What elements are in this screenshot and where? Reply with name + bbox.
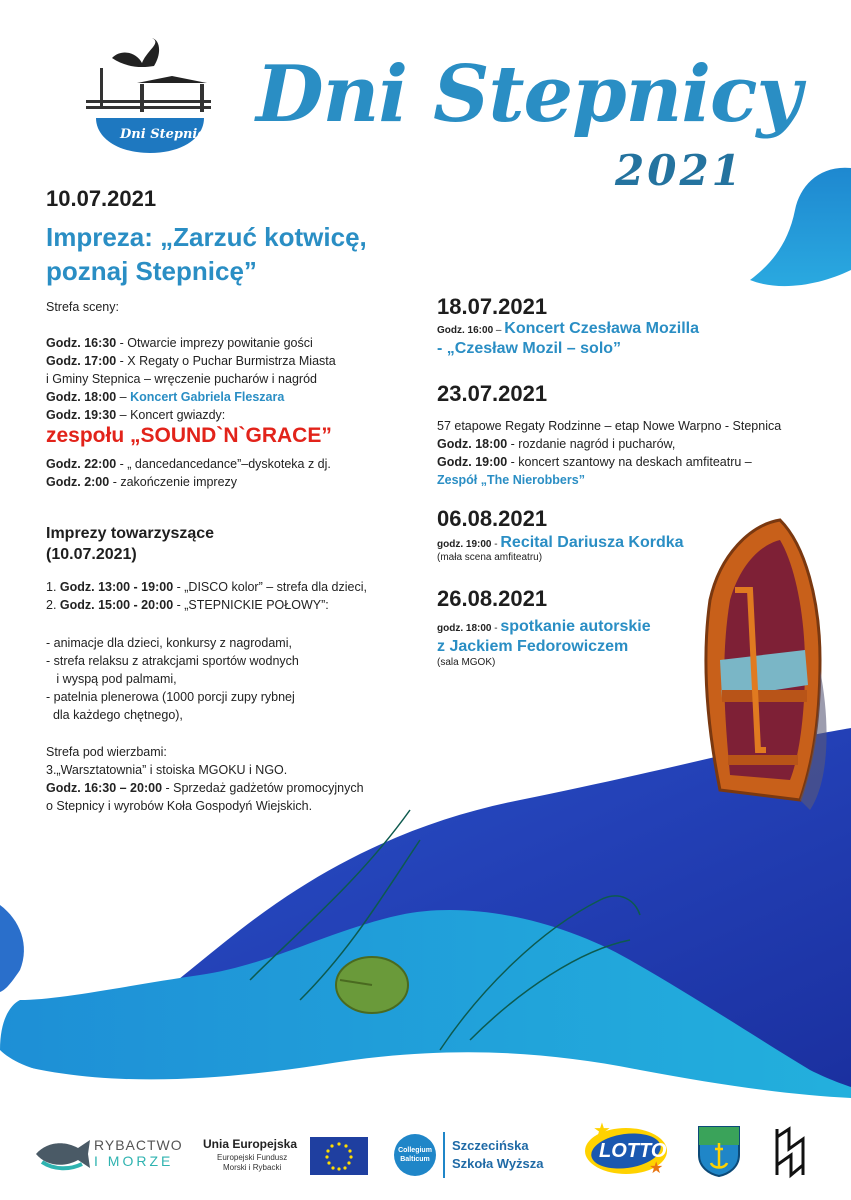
event3-date: 06.08.2021 (437, 506, 548, 531)
collegium-logo: Collegium Balticum Szczecińska Szkoła Wyższa (394, 1132, 564, 1178)
main-event-title: Impreza: „Zarzuć kotwicę, poznaj Stepnicę” (46, 222, 367, 286)
event4-date: 26.08.2021 (437, 586, 548, 611)
rybactwo-logo: RYBACTWO I MORZE (34, 1134, 184, 1174)
boat-illustration (706, 520, 827, 810)
stepnica-coat-of-arms-icon (697, 1125, 741, 1177)
event3-details: godz. 19:00 - Recital Dariusza Kordka (mała scena amfiteatru) (437, 534, 684, 563)
eagle-icon (112, 38, 159, 67)
night-schedule: Godz. 22:00 - „ dancedancedance”–dyskoteka z dj. Godz. 2:00 - zakończenie imprezy (46, 457, 331, 489)
star-icon: ★ (649, 1160, 664, 1177)
star-icon: ★ (593, 1120, 611, 1142)
side-events-bullets: - animacje dla dzieci, konkursy z nagrodami, - strefa relaksu z atrakcjami sportów wodnych i wyspą pod palmami, - patelnia plenerowa (1000 porcji zupy rybnej dla każdego chętnego), (46, 636, 299, 722)
event1-details: Godz. 16:00 – Koncert Czesława Mozilla - „Czesław Mozil – solo” (437, 320, 699, 357)
fish-icon (34, 1134, 92, 1172)
page-title: Dni Stepnicy (256, 49, 801, 140)
sea-left-wave (0, 905, 24, 992)
event2-date: 23.07.2021 (437, 381, 548, 406)
svg-text:Dni Stepnicy: Dni Stepnicy (120, 127, 213, 142)
page-year: 2021 (615, 146, 744, 195)
side-events-heading: Imprezy towarzyszące (10.07.2021) (46, 525, 215, 563)
stage-zone-label: Strefa sceny: (46, 300, 119, 314)
main-event-date: 10.07.2021 (46, 186, 157, 211)
side-events-list: 1. Godz. 13:00 - 19:00 - „DISCO kolor” – strefa dla dzieci, 2. Godz. 15:00 - 20:00 - „STEPNICKIE POŁOWY”: (46, 580, 367, 612)
dni-stepnicy-logo (82, 38, 217, 158)
stage-schedule: Godz. 16:30 - Otwarcie imprezy powitanie gości Godz. 17:00 - X Regaty o Puchar Burmistrza Miasta i Gminy Stepnica – wręczenie pucharów i nagród Godz. 18:00 – Koncert Gabriela Fleszara Godz. 19:30 – Koncert gwiazdy: (46, 336, 336, 422)
event2-details: 57 etapowe Regaty Rodzinne – etap Nowe Warpno - Stepnica Godz. 18:00 - rozdanie nagród i pucharów, Godz. 19:00 - koncert szantowy na deskach amfiteatru – Zespół „The Nierobbers” (437, 419, 782, 487)
event1-date: 18.07.2021 (437, 294, 548, 319)
eu-logo: Unia Europejska Europejski Fundusz Morski i Rybacki (203, 1137, 373, 1177)
lotto-logo: LOTTO ★ ★ (583, 1120, 673, 1178)
star-band: zespołu „SOUND`N`GRACE” (46, 424, 332, 447)
top-right-wave (750, 168, 851, 286)
mgok-logo-icon (773, 1125, 807, 1180)
eu-flag-icon (310, 1137, 368, 1175)
willow-zone: Strefa pod wierzbami: 3.„Warsztatownia” i stoiska MGOKU i NGO. Godz. 16:30 – 20:00 - Sprzedaż gadżetów promocyjnych o Stepnicy i wyrobów Koła Gospodyń Wiejskich. (46, 745, 364, 813)
event4-details: godz. 18:00 - spotkanie autorskie z Jackiem Fedorowiczem (sala MGOK) (437, 618, 651, 668)
